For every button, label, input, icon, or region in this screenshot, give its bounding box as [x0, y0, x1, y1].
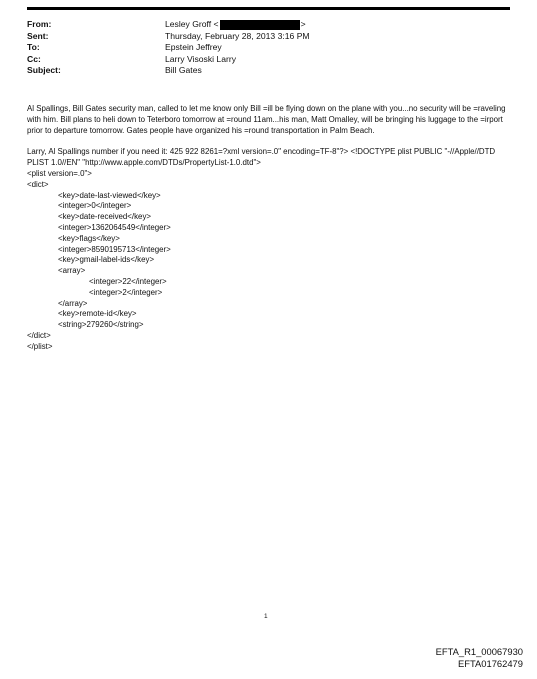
plist-line: <dict>: [27, 179, 49, 189]
plist-line: <key>remote-id</key>: [58, 309, 137, 319]
from-close: >: [300, 19, 306, 29]
subject-value: Bill Gates: [165, 65, 202, 76]
to-value: Epstein Jeffrey: [165, 42, 222, 53]
from-row: [27, 19, 510, 31]
to-row: [27, 42, 510, 54]
plist-line: <integer>2</integer>: [89, 287, 163, 297]
redaction-box: [220, 20, 300, 30]
email-header: [27, 19, 510, 77]
plist-line: <integer>22</integer>: [89, 276, 167, 286]
bates-stamp: [436, 646, 523, 669]
plist-line: <string>279260</string>: [58, 320, 144, 330]
subject-row: [27, 65, 510, 77]
from-name: Lesley Groff <: [165, 19, 219, 29]
bates-number-1: EFTA_R1_00067930: [435, 646, 523, 657]
page-number: 1: [264, 613, 268, 620]
subject-label: Subject:: [27, 65, 61, 76]
to-label: To:: [27, 42, 40, 53]
plist-line: <key>date-last-viewed</key>: [58, 190, 161, 200]
plist-line: <key>gmail-label-ids</key>: [58, 255, 155, 265]
plist-line: </dict>: [27, 330, 51, 340]
plist-line: <integer>1362064549</integer>: [58, 222, 171, 232]
email-body: [27, 104, 513, 353]
sent-label: Sent:: [27, 30, 49, 41]
plist-line: <key>flags</key>: [58, 233, 120, 243]
header-rule: [27, 7, 510, 10]
plist-line: </plist>: [27, 341, 53, 351]
body-paragraph-2: Larry, Al Spallings number if you need it: 425 922 8261=?xml version=.0" encoding=TF-8"?> <!DOCTYPE plist PUBLIC "-//Apple//DTD PLIST 1.0//EN" "http://www.apple.com/DTDs/PropertyList-1.0.dtd">: [27, 147, 496, 168]
sent-value: Thursday, February 28, 2013 3:16 PM: [165, 30, 310, 41]
bates-number-2: EFTA01762479: [458, 657, 523, 669]
cc-row: [27, 54, 510, 66]
sent-row: [27, 31, 510, 43]
from-value: [165, 19, 510, 31]
plist-line: <plist version=.0">: [27, 168, 92, 178]
cc-label: Cc:: [27, 53, 41, 64]
plist-line: </array>: [58, 298, 88, 308]
plist-block: [27, 169, 513, 353]
plist-line: <integer>8590195713</integer>: [58, 244, 171, 254]
plist-line: <array>: [58, 266, 86, 276]
cc-value: Larry Visoski Larry: [165, 53, 236, 64]
plist-line: <key>date-received</key>: [58, 212, 151, 222]
from-label: From:: [27, 19, 52, 29]
plist-line: <integer>0</integer>: [58, 201, 132, 211]
body-paragraph-1: Al Spallings, Bill Gates security man, called to let me know only Bill =ill be flying down on the plane with you...no security will be =raveling with him. Bill plans to heli down to Teterboro tomorrow at =round 11am...his man, Matt Omalley, will be bringing his luggage to the =irport prior to departure tomorrow. Gates people have organized his =round transportation in Palm Beach.: [27, 104, 506, 135]
